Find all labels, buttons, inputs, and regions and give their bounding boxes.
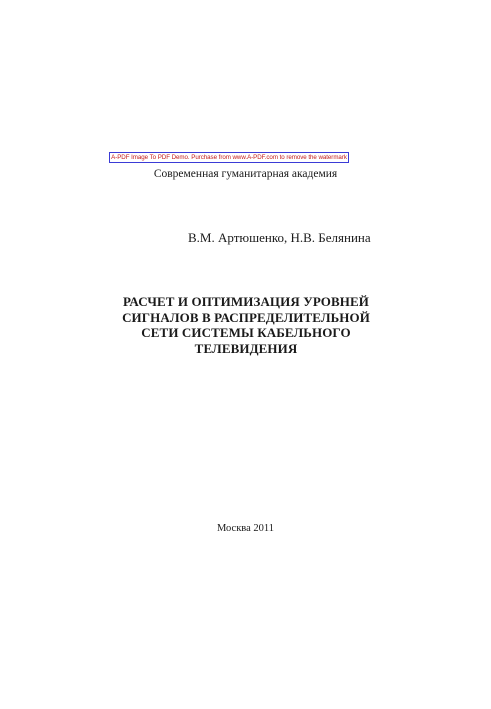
watermark-banner: A-PDF Image To PDF Demo. Purchase from www.A-PDF.com to remove the watermark: [109, 152, 349, 163]
institution-name: Современная гуманитарная академия: [153, 168, 338, 180]
document-title: [110, 294, 382, 356]
authors: В.М. Артюшенко, Н.В. Белянина: [188, 230, 371, 245]
title-line: РАСЧЕТ И ОПТИМИЗАЦИЯ УРОВНЕЙ: [123, 294, 369, 309]
place-year: Москва 2011: [216, 523, 275, 534]
title-line: ТЕЛЕВИДЕНИЯ: [194, 340, 298, 356]
title-line: СИГНАЛОВ В РАСПРЕДЕЛИТЕЛЬНОЙ: [122, 309, 370, 325]
title-line: СЕТИ СИСТЕМЫ КАБЕЛЬНОГО: [141, 325, 351, 340]
